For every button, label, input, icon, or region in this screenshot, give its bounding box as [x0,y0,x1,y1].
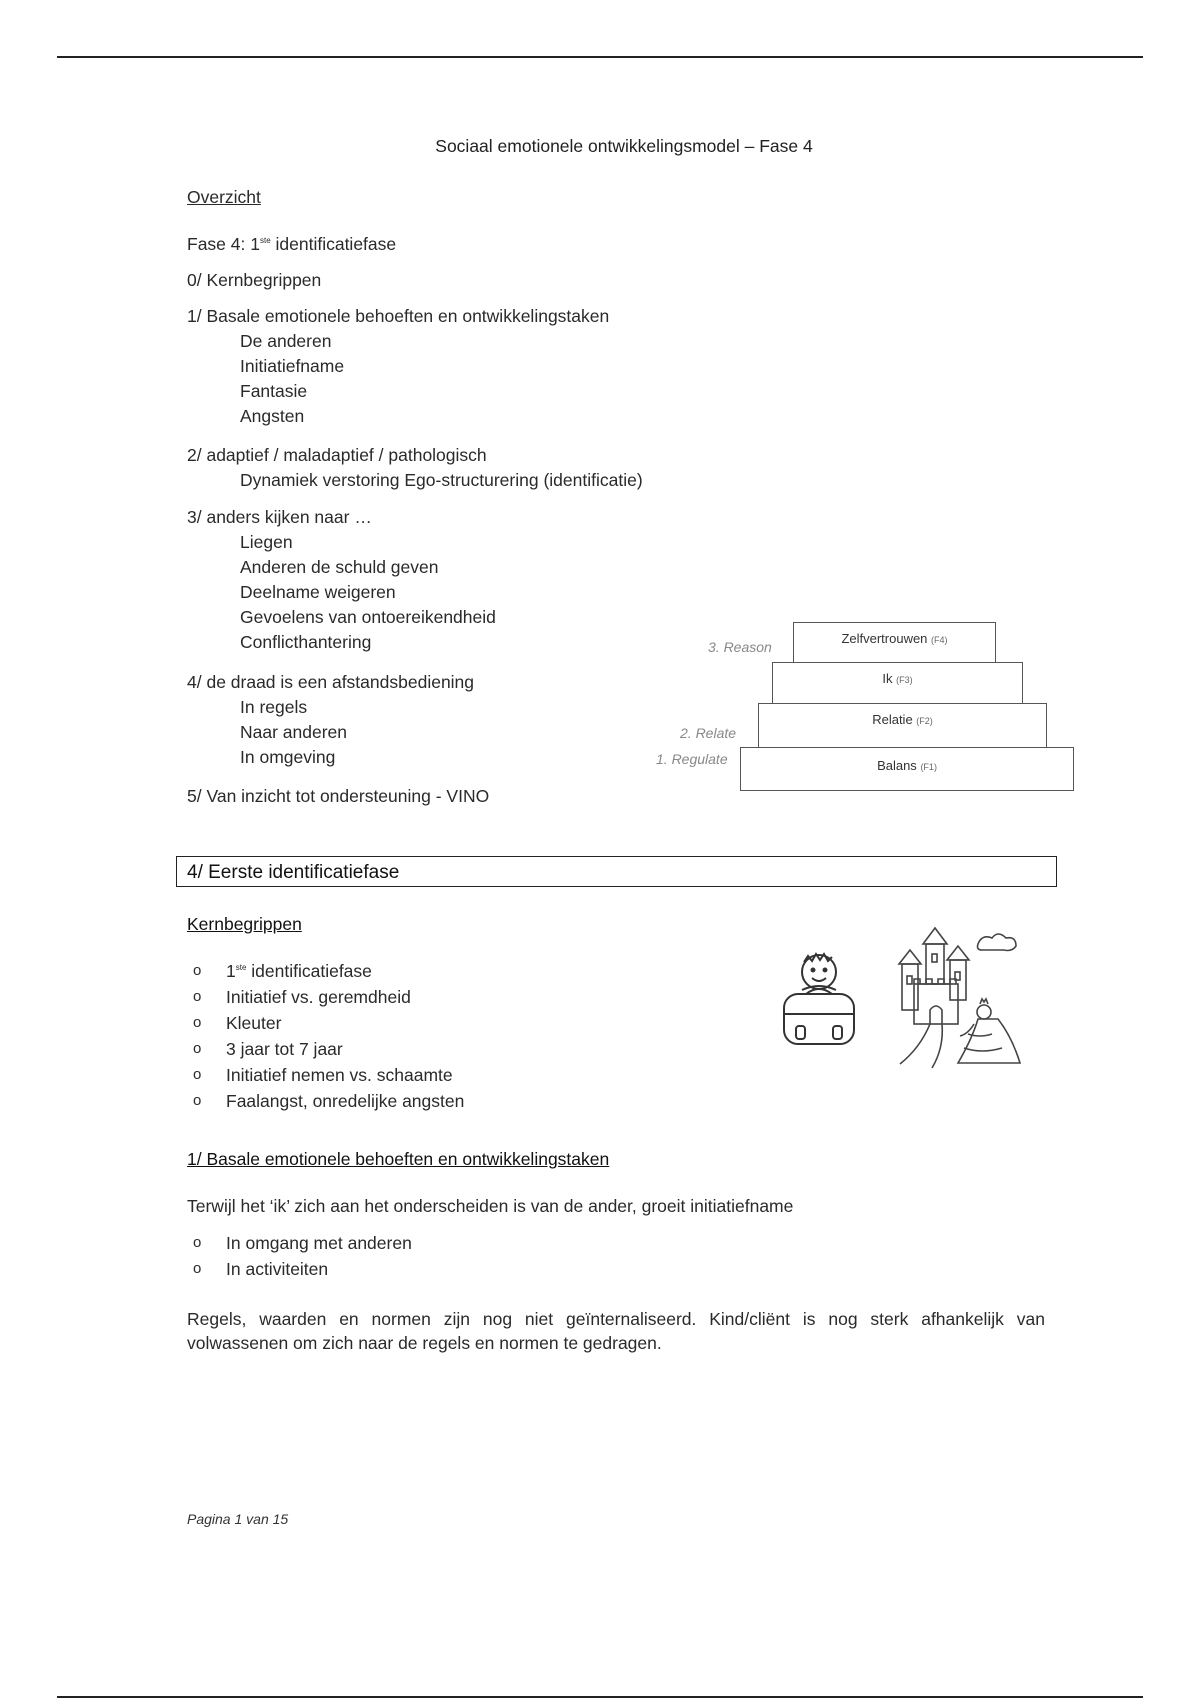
list-item [193,1233,412,1259]
list-item [193,1039,464,1065]
child-with-bag-illustration [778,948,860,1054]
bullet-circle-icon: o [193,1234,202,1251]
pyramid-level-label: Balans [877,758,917,773]
kern-first-sup: ste [235,963,247,972]
overview-sub: Angsten [240,406,305,426]
basale-heading: 1/ Basale emotionele behoeften en ontwikkelingstaken [187,1149,610,1169]
overview-item-2-head: 2/ adaptief / maladaptief / pathologisch [187,445,487,465]
pyramid-level-f4 [793,622,996,663]
basale-intro: Terwijl het ‘ik’ zich aan het onderscheiden is van de ander, groeit initiatiefname [187,1196,794,1216]
pyramid-side-label: 3. Reason [708,639,772,655]
list-item [193,1013,464,1039]
overview-item-3 [187,507,496,652]
list-item-text: In omgang met anderen [226,1233,412,1253]
overview-sub: Initiatiefname [240,356,345,376]
pyramid-level-f2 [758,703,1047,748]
basale-list [193,1233,412,1285]
list-item-text: Kleuter [226,1013,282,1033]
overview-fase [187,234,396,254]
overview-item-1-head: 1/ Basale emotionele behoeften en ontwikkelingstaken [187,306,610,326]
pyramid-level-tag: (F1) [920,762,937,772]
pyramid-level-label: Ik [882,671,893,686]
bullet-circle-icon: o [193,1260,202,1277]
bullet-circle-icon: o [193,1066,202,1083]
fase-prefix: Fase 4: 1 [187,234,260,254]
overview-item-4-head: 4/ de draad is een afstandsbediening [187,672,475,692]
pyramid-level-f1 [740,747,1074,791]
list-item-text: In activiteiten [226,1259,329,1279]
list-item [193,961,464,987]
pyramid-level-tag: (F4) [931,635,948,645]
list-item [193,1065,464,1091]
list-item [193,1091,464,1117]
pyramid-level-f3 [772,662,1023,704]
fase-suffix: identificatiefase [270,234,397,254]
pyramid-level-tag: (F3) [896,675,913,685]
overview-sub: In regels [240,697,308,717]
pyramid-level-label: Relatie [872,712,913,727]
overview-sub: Conflicthantering [240,632,372,652]
list-item [193,1259,412,1285]
kernbegrippen-list [193,961,464,1117]
bullet-circle-icon: o [193,962,202,979]
list-item-text: Initiatief vs. geremdheid [226,987,411,1007]
pyramid-side-label: 1. Regulate [656,751,728,767]
list-item-text: Faalangst, onredelijke angsten [226,1091,465,1111]
overview-item-3-head: 3/ anders kijken naar … [187,507,372,527]
pyramid-level-tag: (F2) [916,716,933,726]
fase-sup: ste [259,236,271,245]
overview-sub: Naar anderen [240,722,348,742]
page-number: Pagina 1 van 15 [187,1511,289,1527]
overview-sub: Dynamiek verstoring Ego-structurering (identificatie) [240,470,643,490]
overview-sub: Anderen de schuld geven [240,557,439,577]
bullet-circle-icon: o [193,1014,202,1031]
document-title: Sociaal emotionele ontwikkelingsmodel – Fase 4 [435,136,813,156]
overview-item-0: 0/ Kernbegrippen [187,270,322,290]
overview-heading: Overzicht [187,187,261,207]
overview-sub: Deelname weigeren [240,582,396,602]
overview-item-5: 5/ Van inzicht tot ondersteuning - VINO [187,786,490,806]
bottom-rule [57,1696,1143,1698]
overview-sub: Fantasie [240,381,308,401]
section-title-box [176,856,1057,887]
overview-sub: In omgeving [240,747,336,767]
section-title: 4/ Eerste identificatiefase [187,862,400,883]
overview-sub: Gevoelens van ontoereikendheid [240,607,496,627]
list-item [193,987,464,1013]
overview-item-4 [187,672,474,767]
pyramid-side-label: 2. Relate [680,725,737,741]
overview-sub: Liegen [240,532,293,552]
overview-item-1 [187,306,609,426]
castle-princess-illustration [896,924,1026,1076]
overview-item-2 [187,445,643,490]
kern-first-suffix: identificatiefase [246,961,372,981]
top-rule [57,56,1143,58]
list-item-text: Initiatief nemen vs. schaamte [226,1065,453,1085]
regels-paragraph: Regels, waarden en normen zijn nog niet geïnternaliseerd. Kind/cliënt is nog sterk afhankelijk van volwassenen om zich naar de regels en normen te gedragen. [187,1309,1045,1353]
kernbegrippen-heading: Kernbegrippen [187,914,302,934]
list-item-text: 3 jaar tot 7 jaar [226,1039,343,1059]
bullet-circle-icon: o [193,1040,202,1057]
bullet-circle-icon: o [193,988,202,1005]
bullet-circle-icon: o [193,1092,202,1109]
overview-sub: De anderen [240,331,332,351]
kern-first-prefix: 1 [226,961,236,981]
pyramid-level-label: Zelfvertrouwen [841,631,928,646]
